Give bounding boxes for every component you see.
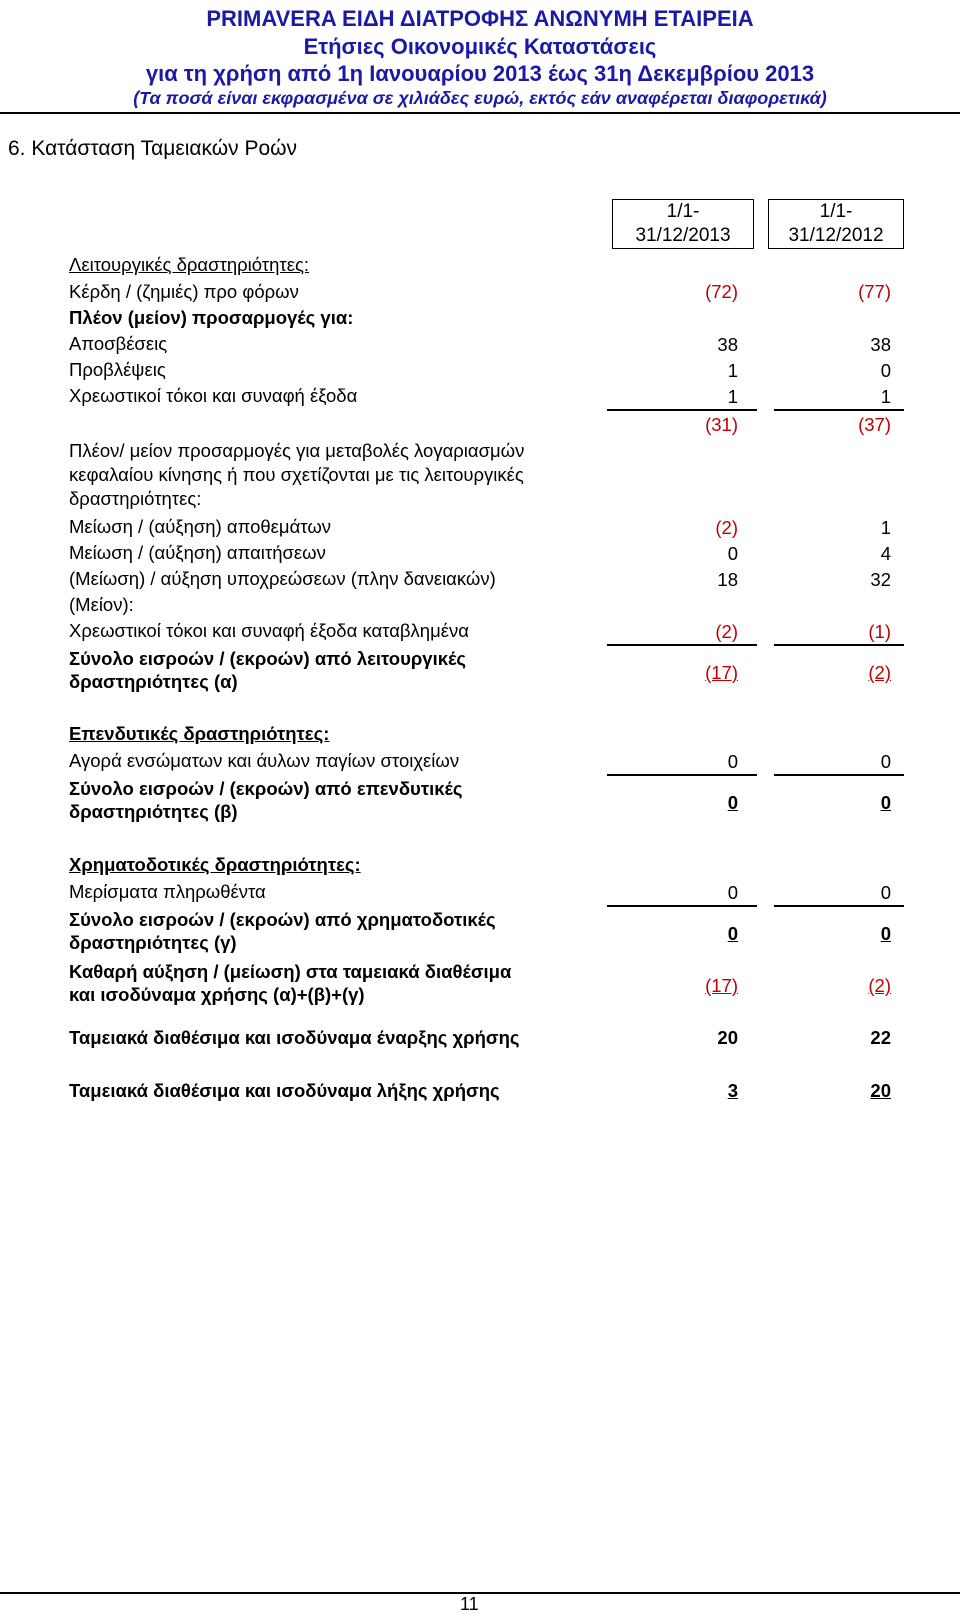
total-rule [607, 644, 757, 646]
receivables-change-label: Μείωση / (αύξηση) απαιτήσεων [69, 542, 326, 563]
provisions-2013: 1 [727, 360, 738, 381]
financing-total-2013: 0 [727, 923, 738, 944]
interest-paid-label: Χρεωστικοί τόκοι και συναφή έξοδα καταβλημένα [69, 620, 469, 641]
inventory-change-2013: (2) [715, 517, 738, 538]
capex-2013: 0 [727, 751, 738, 772]
profit-before-tax-label: Κέρδη / (ζημιές) προ φόρων [69, 281, 299, 302]
depreciation-label: Αποσβέσεις [69, 333, 168, 354]
report-period: για τη χρήση από 1η Ιανουαρίου 2013 έως 31η Δεκεμβρίου 2013 [145, 61, 815, 86]
footer-divider [0, 1592, 960, 1594]
less-heading: (Μείον): [69, 594, 134, 615]
total-rule [774, 905, 904, 907]
report-title: Ετήσιες Οικονομικές Καταστάσεις [303, 34, 657, 59]
operating-total-2013: (17) [705, 662, 738, 683]
investing-activities-heading: Επενδυτικές δραστηριότητες: [69, 723, 330, 744]
payables-change-2013: 18 [717, 569, 738, 590]
provisions-label: Προβλέψεις [69, 359, 166, 380]
subtotal-2013: (31) [705, 414, 738, 435]
subtotal-rule [774, 409, 904, 411]
total-rule [607, 905, 757, 907]
provisions-2012: 0 [880, 360, 891, 381]
opening-cash-2012: 22 [870, 1027, 891, 1048]
adjustments-heading: Πλέον (μείον) προσαρμογές για: [69, 307, 354, 328]
working-capital-heading-line3: δραστηριότητες: [69, 488, 202, 509]
financing-total-2012: 0 [880, 923, 891, 944]
subtotal-2012: (37) [858, 414, 891, 435]
inventory-change-2012: 1 [880, 517, 891, 538]
dividends-label: Μερίσματα πληρωθέντα [69, 881, 266, 902]
investing-total-2012: 0 [880, 792, 891, 813]
opening-cash-label: Ταμειακά διαθέσιμα και ισοδύναμα έναρξης χρήσης [69, 1027, 520, 1048]
net-change-2013: (17) [705, 975, 738, 996]
interest-expense-label: Χρεωστικοί τόκοι και συναφή έξοδα [69, 385, 358, 406]
investing-total-label-line2: δραστηριότητες (β) [69, 801, 238, 822]
operating-total-label-line1: Σύνολο εισροών / (εκροών) από λειτουργικές [69, 648, 466, 669]
total-rule [607, 774, 757, 776]
investing-total-label-line1: Σύνολο εισροών / (εκροών) από επενδυτικές [69, 778, 463, 799]
dividends-2013: 0 [727, 882, 738, 903]
operating-activities-heading: Λειτουργικές δραστηριότητες: [69, 254, 310, 275]
financing-total-label-line1: Σύνολο εισροών / (εκροών) από χρηματοδοτικές [69, 909, 496, 930]
currency-note: (Τα ποσά είναι εκφρασμένα σε χιλιάδες ευρώ, εκτός εάν αναφέρεται διαφορετικά) [133, 88, 827, 108]
inventory-change-label: Μείωση / (αύξηση) αποθεμάτων [69, 516, 332, 537]
net-change-label-line1: Καθαρή αύξηση / (μείωση) στα ταμειακά διαθέσιμα [69, 961, 512, 982]
capex-label: Αγορά ενσώματων και άυλων παγίων στοιχείων [69, 750, 460, 771]
subtotal-rule [607, 409, 757, 411]
operating-total-2012: (2) [868, 662, 891, 683]
receivables-change-2012: 4 [880, 543, 891, 564]
working-capital-heading-line1: Πλέον/ μείον προσαρμογές για μεταβολές λογαριασμών [69, 440, 525, 461]
total-rule [774, 644, 904, 646]
interest-paid-2013: (2) [715, 621, 738, 642]
depreciation-2013: 38 [717, 334, 738, 355]
financing-activities-heading: Χρηματοδοτικές δραστηριότητες: [69, 854, 361, 875]
interest-expense-2013: 1 [727, 386, 738, 407]
total-rule [774, 774, 904, 776]
column-header-2012: 1/1- 31/12/2012 [768, 199, 904, 249]
section-title: 6. Κατάσταση Ταμειακών Ροών [8, 137, 298, 160]
working-capital-heading-line2: κεφαλαίου κίνησης ή που σχετίζονται με τις λειτουργικές [69, 464, 524, 485]
closing-cash-label: Ταμειακά διαθέσιμα και ισοδύναμα λήξης χρήσης [69, 1080, 500, 1101]
depreciation-2012: 38 [870, 334, 891, 355]
profit-before-tax-2012: (77) [858, 281, 891, 302]
investing-total-2013: 0 [727, 792, 738, 813]
profit-before-tax-2013: (72) [705, 281, 738, 302]
dividends-2012: 0 [880, 882, 891, 903]
receivables-change-2013: 0 [727, 543, 738, 564]
financing-total-label-line2: δραστηριότητες (γ) [69, 932, 237, 953]
interest-expense-2012: 1 [880, 386, 891, 407]
page-number: 11 [460, 1594, 479, 1614]
column-header-2013: 1/1- 31/12/2013 [612, 199, 754, 249]
payables-change-label: (Μείωση) / αύξηση υποχρεώσεων (πλην δανειακών) [69, 568, 496, 589]
opening-cash-2013: 20 [717, 1027, 738, 1048]
interest-paid-2012: (1) [868, 621, 891, 642]
capex-2012: 0 [880, 751, 891, 772]
company-name: PRIMAVERA ΕΙΔΗ ΔΙΑΤΡΟΦΗΣ ΑΝΩΝΥΜΗ ΕΤΑΙΡΕΙΑ [206, 6, 754, 31]
payables-change-2012: 32 [870, 569, 891, 590]
header-divider [0, 112, 960, 114]
net-change-2012: (2) [868, 975, 891, 996]
closing-cash-2012: 20 [870, 1080, 891, 1101]
operating-total-label-line2: δραστηριότητες (α) [69, 671, 238, 692]
closing-cash-2013: 3 [727, 1080, 738, 1101]
net-change-label-line2: και ισοδύναμα χρήσης (α)+(β)+(γ) [69, 984, 365, 1005]
